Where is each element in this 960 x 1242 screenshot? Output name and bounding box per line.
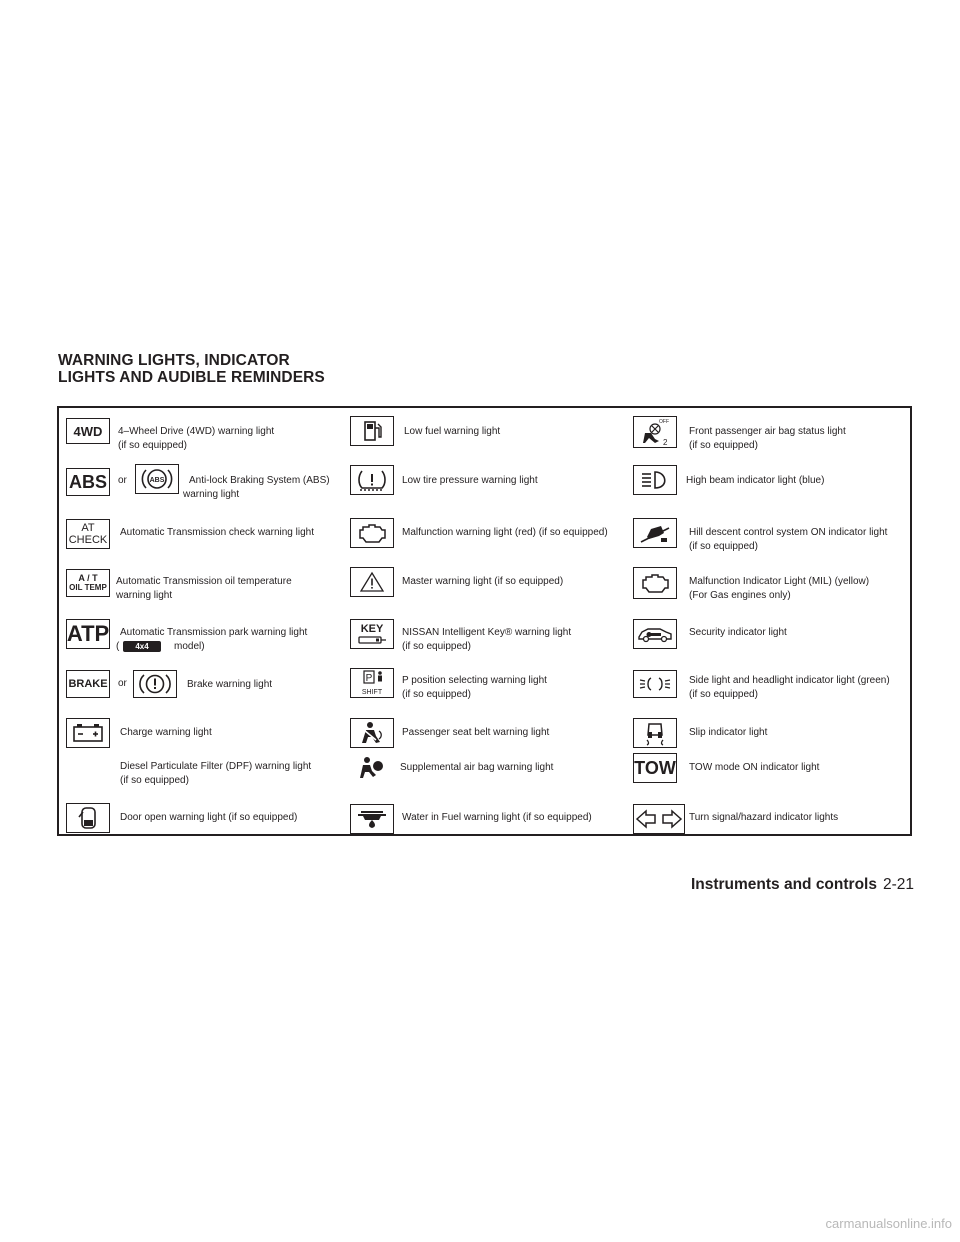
side-light-icon bbox=[633, 670, 677, 698]
low-fuel-label: Low fuel warning light bbox=[404, 426, 501, 437]
or-text: or bbox=[118, 678, 127, 689]
master-warning-label: Master warning light (if so equipped) bbox=[402, 576, 564, 587]
footer-section: Instruments and controls bbox=[690, 876, 877, 893]
4wd-icon: 4WD bbox=[66, 418, 110, 444]
security-icon bbox=[633, 619, 677, 649]
svg-text:2: 2 bbox=[663, 438, 668, 447]
door-open-label: Door open warning light (if so equipped) bbox=[120, 812, 298, 823]
section-title bbox=[58, 352, 325, 386]
passenger-airbag-status-label: Front passenger air bag status light (if so equipped) bbox=[689, 426, 846, 451]
section-title-line1: WARNING LIGHTS, INDICATOR bbox=[58, 352, 290, 369]
high-beam-icon bbox=[633, 465, 677, 495]
dpf-label: Diesel Particulate Filter (DPF) warning light (if so equipped) bbox=[120, 761, 312, 786]
page-footer bbox=[691, 876, 914, 894]
slip-icon bbox=[633, 718, 677, 748]
warning-lights-table bbox=[57, 406, 912, 836]
turn-signal-label: Turn signal/hazard indicator lights bbox=[689, 812, 839, 823]
p-position-label: P position selecting warning light (if so equipped) bbox=[402, 675, 547, 700]
seat-belt-label: Passenger seat belt warning light bbox=[402, 727, 550, 738]
mil-yellow-label: Malfunction Indicator Light (MIL) (yellow) (For Gas engines only) bbox=[689, 576, 870, 601]
or-text: or bbox=[118, 475, 127, 486]
water-in-fuel-icon bbox=[350, 804, 394, 834]
charge-icon bbox=[66, 718, 110, 748]
abs-icon: ABS bbox=[66, 468, 110, 496]
at-oil-temp-icon: A / T OIL TEMP bbox=[66, 569, 110, 597]
svg-text:OFF: OFF bbox=[659, 419, 669, 425]
airbag-label: Supplemental air bag warning light bbox=[400, 762, 554, 773]
high-beam-label: High beam indicator light (blue) bbox=[686, 475, 825, 486]
svg-text:P: P bbox=[365, 673, 373, 684]
svg-text:ABS: ABS bbox=[149, 477, 165, 484]
low-tire-pressure-label: Low tire pressure warning light bbox=[402, 475, 538, 486]
passenger-airbag-status-icon bbox=[633, 416, 677, 448]
atp-label: Automatic Transmission park warning light ( 4x4 model) bbox=[116, 627, 308, 652]
tow-mode-label: TOW mode ON indicator light bbox=[689, 762, 820, 773]
door-open-icon bbox=[66, 803, 110, 833]
slip-label: Slip indicator light bbox=[689, 727, 768, 738]
tow-mode-icon: TOW bbox=[633, 753, 677, 783]
seat-belt-icon bbox=[350, 718, 394, 748]
watermark: carmanualsonline.info bbox=[825, 1216, 952, 1231]
malfunction-red-icon bbox=[350, 518, 394, 548]
brake-circle-icon bbox=[133, 670, 177, 698]
turn-signal-icon bbox=[633, 804, 685, 834]
brake-icon: BRAKE bbox=[66, 670, 110, 698]
section-title-line2: LIGHTS AND AUDIBLE REMINDERS bbox=[58, 369, 325, 386]
at-check-label: Automatic Transmission check warning light bbox=[120, 527, 314, 538]
low-fuel-icon bbox=[350, 416, 394, 446]
security-label: Security indicator light bbox=[689, 627, 787, 638]
hill-descent-label: Hill descent control system ON indicator light (if so equipped) bbox=[689, 527, 888, 552]
mil-yellow-icon bbox=[633, 567, 677, 599]
p-position-icon bbox=[350, 668, 394, 698]
side-light-label: Side light and headlight indicator light (green) (if so equipped) bbox=[689, 675, 890, 700]
4wd-label: 4–Wheel Drive (4WD) warning light (if so equipped) bbox=[118, 426, 275, 451]
intelligent-key-label: NISSAN Intelligent Key® warning light (if so equipped) bbox=[402, 627, 572, 652]
water-in-fuel-label: Water in Fuel warning light (if so equipped) bbox=[402, 812, 592, 823]
brake-label: Brake warning light bbox=[187, 679, 273, 690]
malfunction-red-label: Malfunction warning light (red) (if so equipped) bbox=[402, 527, 608, 538]
abs-label: Anti-lock Braking System (ABS) warning light bbox=[183, 475, 330, 500]
page-number: 2-21 bbox=[882, 876, 914, 893]
at-oil-temp-label: Automatic Transmission oil temperature warning light bbox=[116, 576, 292, 601]
airbag-icon bbox=[350, 753, 394, 783]
svg-text:SHIFT: SHIFT bbox=[361, 689, 383, 696]
4x4-badge-icon: 4x4 bbox=[123, 641, 161, 652]
hill-descent-icon bbox=[633, 518, 677, 548]
charge-label: Charge warning light bbox=[120, 727, 212, 738]
intelligent-key-icon: KEY bbox=[350, 619, 394, 649]
abs-circle-icon bbox=[135, 464, 179, 494]
low-tire-pressure-icon bbox=[350, 465, 394, 495]
at-check-icon: AT CHECK bbox=[66, 519, 110, 549]
atp-icon: ATP bbox=[66, 619, 110, 649]
master-warning-icon bbox=[350, 567, 394, 597]
